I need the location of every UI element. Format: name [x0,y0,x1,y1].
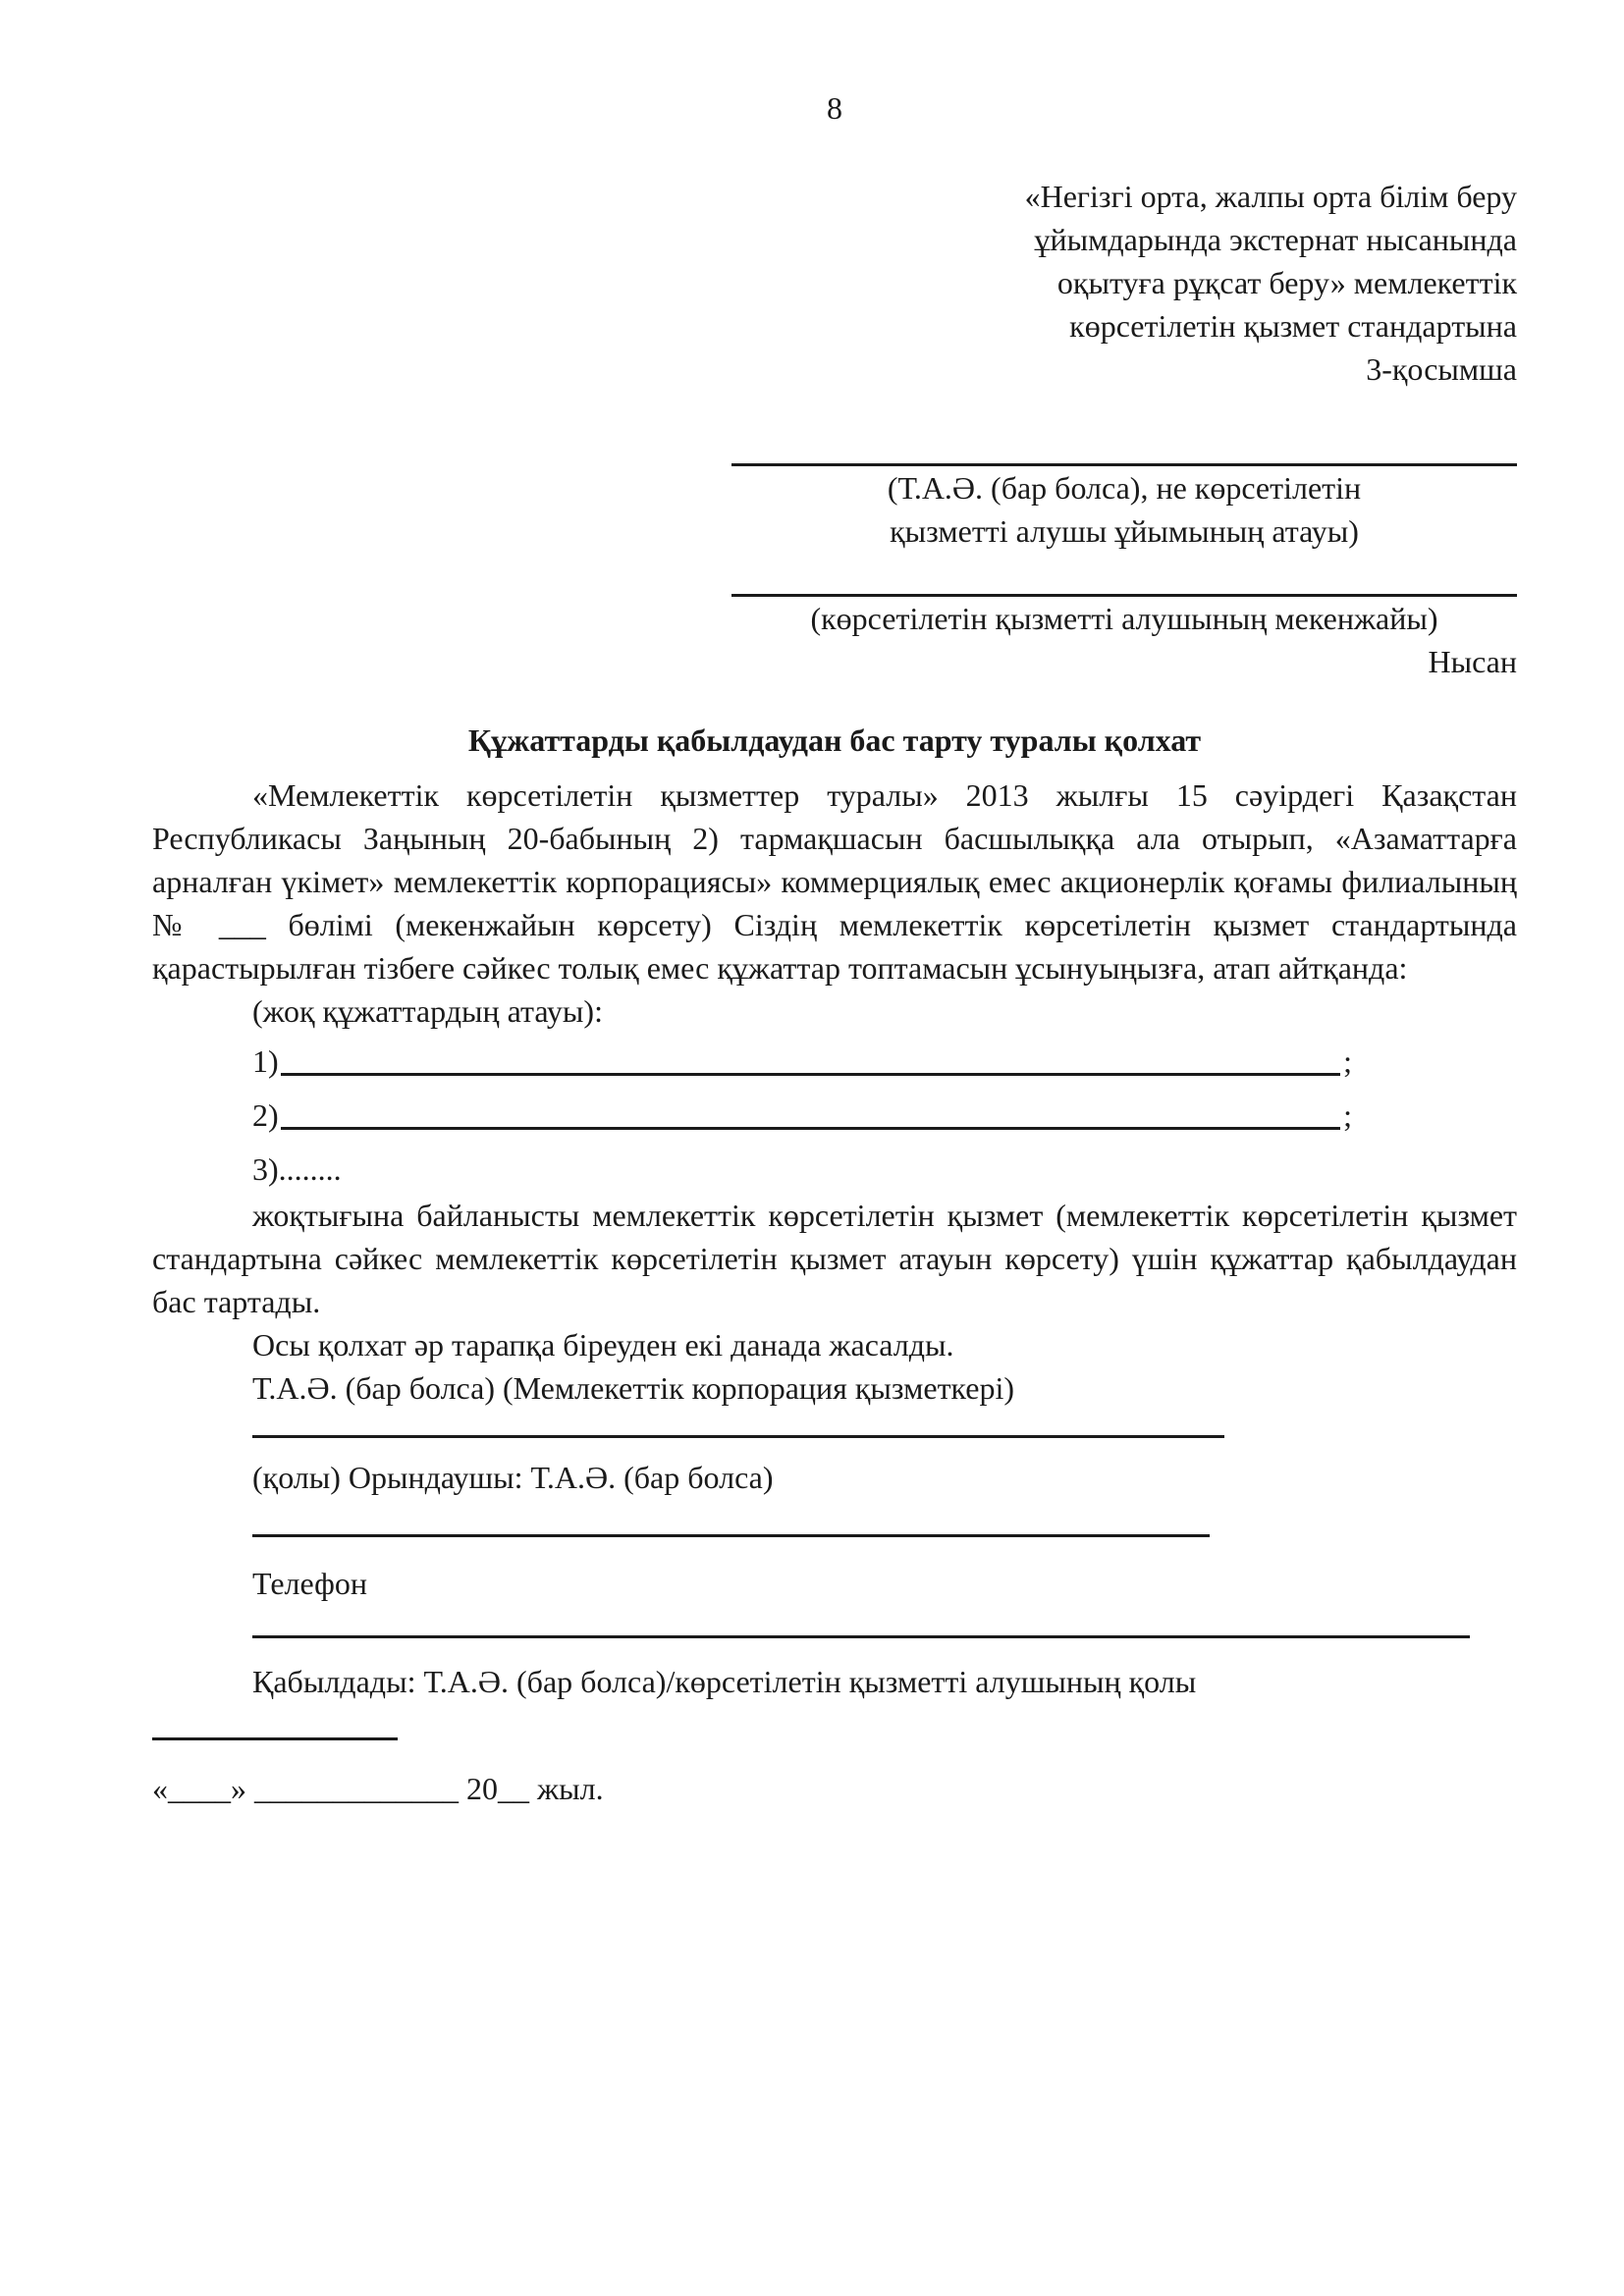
phone-blank-line [252,1635,1470,1638]
page-number: 8 [827,90,842,126]
employee-caption: Т.А.Ә. (бар болса) (Мемлекеттік корпорация қызметкері) [252,1370,1015,1406]
recipient-name-caption: қызметті алушы ұйымының атауы) [890,513,1359,549]
refusal-paragraph: жоқтығына байланысты мемлекеттік көрсетілетін қызмет (мемлекеттік көрсетілетін қызмет стандартына сәйкес мемлекеттік көрсетілетін қызмет атауын көрсету) үшін құжаттар қабылдаудан бас тартады. [152,1198,1517,1319]
appendix-reference-block [810,175,1517,391]
item-blank-line [281,1127,1340,1130]
item-number: 1) [252,1043,279,1079]
item-terminator: ; [1343,1097,1352,1133]
missing-doc-item-2 [252,1094,1352,1137]
copies-paragraph: Осы қолхат әр тарапқа біреуден екі данада жасалды. [252,1327,954,1362]
item-number: 2) [252,1097,279,1133]
appendix-line: ұйымдарында экстернат нысанында [1034,222,1517,257]
recipient-signature-blank-line [152,1737,398,1740]
missing-docs-caption: (жоқ құжаттардың атауы): [252,993,603,1029]
recipient-block [731,463,1517,683]
appendix-line: 3-қосымша [1366,351,1517,387]
signature-caption: (қолы) Орындаушы: Т.А.Ә. (бар болса) [252,1460,774,1495]
recipient-address-caption: (көрсетілетін қызметті алушының мекенжайы) [810,601,1438,636]
appendix-line: оқытуға рұқсат беру» мемлекеттік [1056,265,1517,300]
appendix-line: көрсетілетін қызмет стандартына [1069,308,1517,344]
recipient-name-caption: (Т.А.Ә. (бар болса), не көрсетілетін [887,470,1362,506]
document-title: Құжаттарды қабылдаудан бас тарту туралы қолхат [467,722,1202,758]
date-line: «____» _____________ 20__ жыл. [152,1771,604,1806]
document-content [152,0,1517,1810]
received-caption: Қабылдады: Т.А.Ә. (бар болса)/көрсетілетін қызметті алушының қолы [252,1664,1197,1699]
item-blank-line [281,1073,1340,1076]
appendix-line: «Негізгі орта, жалпы орта білім беру [1024,179,1517,214]
executor-signature-blank-line [252,1534,1210,1537]
phone-label: Телефон [252,1566,367,1601]
missing-doc-item-3: 3)........ [252,1151,342,1187]
item-terminator: ; [1343,1043,1352,1079]
intro-paragraph: «Мемлекеттік көрсетілетін қызметтер туралы» 2013 жылғы 15 сәуірдегі Қазақстан Республикасы Заңының 20-бабының 2) тармақшасын басшылыққа ала отырып, «Азаматтарға арналған үкімет» мемлекеттік корпорациясы» коммерциялық емес акционерлік қоғамы филиалының № ___ бөлімі (мекенжайын көрсету) Сіздің мемлекеттік көрсетілетін қызмет стандартында қарастырылған тізбеге сәйкес толық емес құжаттар топтамасын ұсынуыңызға, атап айтқанда: [152,777,1517,986]
form-label: Нысан [1428,644,1517,679]
employee-signature-blank-line [252,1435,1224,1438]
missing-doc-item-1 [252,1040,1352,1083]
